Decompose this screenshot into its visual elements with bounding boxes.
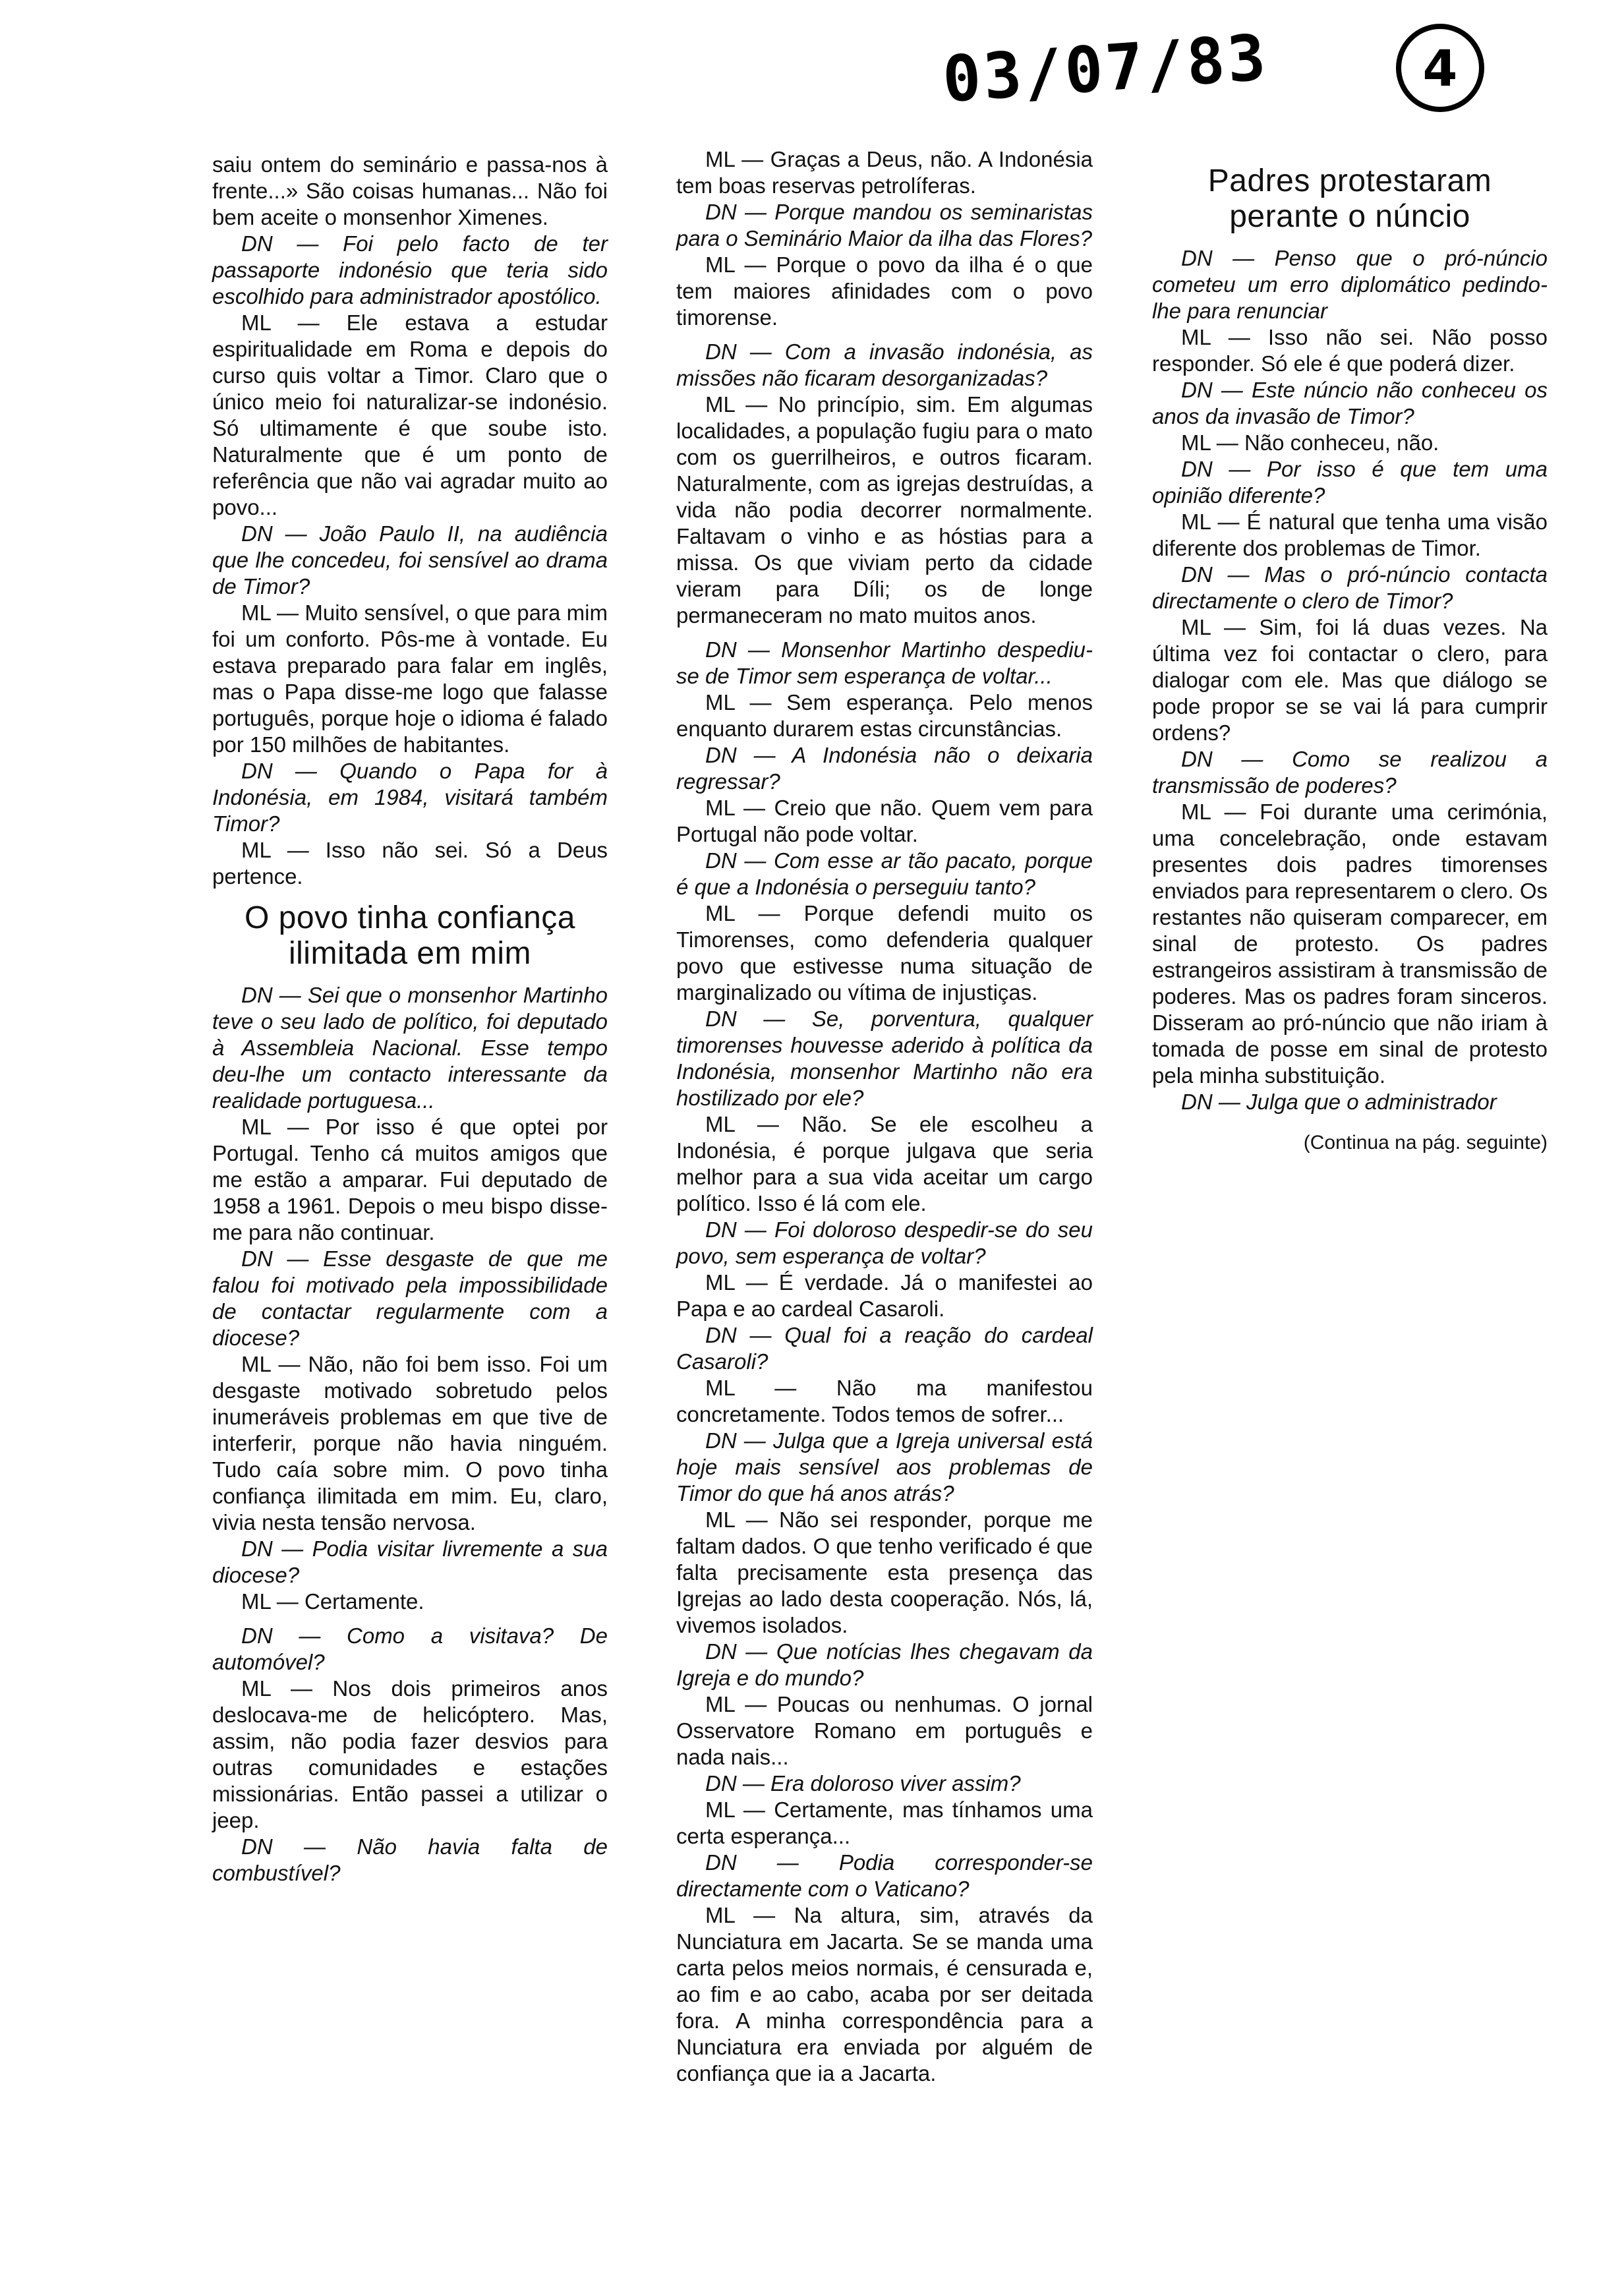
question: DN — Mas o pró-núncio contacta directamente o clero de Timor? xyxy=(1152,562,1548,613)
answer: ML — Isso não sei. Não posso responder. Só ele é que poderá dizer. xyxy=(1152,325,1548,376)
answer: ML — É verdade. Já o manifestei ao Papa e ao cardeal Casaroli. xyxy=(676,1270,1093,1321)
answer: ML — Não, não foi bem isso. Foi um desgaste motivado sobretudo pelos inumeráveis problemas em que tive de interferir, porque não havia ninguém. Tudo caía sobre mim. O povo tinha confiança ilimitada em mim. Eu, claro, vivia nesta tensão nervosa. xyxy=(212,1352,608,1534)
question: DN — Julga que a Igreja universal está hoje mais sensível aos problemas de Timor do que há anos atrás? xyxy=(676,1428,1093,1505)
question: DN — Como a visitava? De automóvel? xyxy=(212,1623,608,1674)
question: DN — Com esse ar tão pacato, porque é que a Indonésia o perseguiu tanto? xyxy=(676,848,1093,899)
answer: ML — Creio que não. Quem vem para Portugal não pode voltar. xyxy=(676,796,1093,846)
question: DN — Não havia falta de combustível? xyxy=(212,1834,608,1885)
answer: ML — Não. Se ele escolheu a Indonésia, é porque julgava que seria melhor para a sua vida aceitar um cargo político. Isso é lá com ele. xyxy=(676,1112,1093,1215)
question: DN — Era doloroso viver assim? xyxy=(705,1771,1021,1796)
page-number-circle: 4 xyxy=(1396,24,1484,112)
answer: ML — Foi durante uma cerimónia, uma concelebração, onde estavam presentes dois padres timorenses enviados para representarem o clero. Os restantes não quiseram comparecer, em sinal de protesto. Os padres estrangeiros assistiram à transmissão de poderes. Mas os padres foram sinceros. Disseram ao pró-núncio que não iriam à tomada de posse em sinal de protesto pela minha substituição. xyxy=(1152,800,1548,1088)
answer: ML — Graças a Deus, não. A Indonésia tem boas reservas petrolíferas. xyxy=(676,147,1093,198)
answer: ML — Sim, foi lá duas vezes. Na última vez foi contactar o clero, para dialogar com ele. Mas que diálogo se pode propor se se vai lá para cumprir ordens? xyxy=(1152,615,1548,745)
question: DN — Penso que o pró-núncio cometeu um erro diplomático pedindo-lhe para renunciar xyxy=(1152,246,1548,323)
answer: ML — Isso não sei. Só a Deus pertence. xyxy=(212,838,608,889)
question: DN — Se, porventura, qualquer timorenses houvesse aderido à política da Indonésia, monsenhor Martinho não era hostilizado por ele? xyxy=(676,1007,1093,1110)
question: DN — A Indonésia não o deixaria regressar? xyxy=(676,743,1093,794)
question: DN — Quando o Papa for à Indonésia, em 1984, visitará também Timor? xyxy=(212,759,608,836)
answer: ML — Não sei responder, porque me faltam dados. O que tenho verificado é que falta precisamente esta presença das Igrejas ao lado desta cooperação. Nós, lá, vivemos isolados. xyxy=(676,1507,1093,1637)
question: DN — Sei que o monsenhor Martinho teve o seu lado de político, foi deputado à Assembleia Nacional. Esse tempo deu-lhe um contacto interessante da realidade portuguesa... xyxy=(212,983,608,1113)
question: DN — Podia visitar livremente a sua diocese? xyxy=(212,1536,608,1587)
answer: ML — No princípio, sim. Em algumas localidades, a população fugiu para o mato com os guerrilheiros, e outros ficaram. Naturalmente, com as igrejas destruídas, a vida não podia decorrer normalmente. Faltavam o vinho e as hóstias para a missa. Os que viviam perto da cidade vieram para Díli; os de longe permaneceram no mato muitos anos. xyxy=(676,392,1093,628)
question: DN — Porque mandou os seminaristas para o Seminário Maior da ilha das Flores? xyxy=(676,200,1093,250)
answer: ML — Não ma manifestou concretamente. Todos temos de sofrer... xyxy=(676,1376,1093,1426)
question: DN — Por isso é que tem uma opinião diferente? xyxy=(1152,457,1548,508)
answer: ML — Porque o povo da ilha é o que tem maiores afinidades com o povo timorense. xyxy=(676,252,1093,330)
question: DN — Podia corresponder-se directamente com o Vaticano? xyxy=(676,1850,1093,1901)
question: DN — Foi pelo facto de ter passaporte indonésio que teria sido escolhido para administrador apostólico. xyxy=(212,231,608,308)
question: DN — Monsenhor Martinho despediu-se de Timor sem esperança de voltar... xyxy=(676,637,1093,688)
answer: ML — Nos dois primeiros anos deslocava-me de helicóptero. Mas, assim, não podia fazer desvios para outras comunidades e estações missionárias. Então passei a utilizar o jeep. xyxy=(212,1676,608,1832)
answer: ML — Certamente, mas tínhamos uma certa esperança... xyxy=(676,1797,1093,1848)
continued-note: (Continua na pág. seguinte) xyxy=(1303,1132,1548,1154)
answer: ML — Sem esperança. Pelo menos enquanto durarem estas circunstâncias. xyxy=(676,690,1093,741)
question: DN — Qual foi a reação do cardeal Casaroli? xyxy=(676,1323,1093,1374)
answer: ML — Na altura, sim, através da Nunciatura em Jacarta. Se se manda uma carta pelos meios normais, é censurada e, ao fim e ao cabo, acaba por ser deitada fora. A minha correspondência para a Nunciatura era enviada por alguém de confiança que ia a Jacarta. xyxy=(676,1903,1093,2086)
handwritten-date: 03/07/83 xyxy=(940,20,1271,117)
question: DN — Foi doloroso despedir-se do seu povo, sem esperança de voltar? xyxy=(676,1217,1093,1268)
column-2 xyxy=(676,146,1093,2087)
section-heading: O povo tinha confiança ilimitada em mim xyxy=(245,900,575,971)
answer: ML — Ele estava a estudar espiritualidade em Roma e depois do curso quis voltar a Timor. Claro que o único meio foi naturalizar-se indonésio. Só ultimamente é que soube isto. Naturalmente que é um ponto de referência que não vai agradar muito ao povo... xyxy=(212,310,608,519)
question: DN — Esse desgaste de que me falou foi motivado pela impossibilidade de contactar regularmente com a diocese? xyxy=(212,1246,608,1350)
question: DN — Este núncio não conheceu os anos da invasão de Timor? xyxy=(1152,378,1548,428)
question: DN — Como se realizou a transmissão de poderes? xyxy=(1152,747,1548,798)
answer: ML — Certamente. xyxy=(241,1589,424,1614)
column-1 xyxy=(212,152,608,1886)
question: DN — João Paulo II, na audiência que lhe concedeu, foi sensível ao drama de Timor? xyxy=(212,521,608,599)
section-heading: Padres protestaram perante o núncio xyxy=(1207,163,1492,234)
question: DN — Que notícias lhes chegavam da Igreja e do mundo? xyxy=(676,1639,1093,1690)
answer: ML — Muito sensível, o que para mim foi um conforto. Pôs-me à vontade. Eu estava preparado para falar em inglês, mas o Papa disse-me logo que falasse português, porque hoje o idioma é falado por 150 milhões de habitantes. xyxy=(212,600,608,757)
paragraph: saiu ontem do seminário e passa-nos à frente...» São coisas humanas... Não foi bem aceite o monsenhor Ximenes. xyxy=(212,152,608,229)
answer: ML — Não conheceu, não. xyxy=(1181,430,1439,455)
answer: ML — É natural que tenha uma visão diferente dos problemas de Timor. xyxy=(1152,510,1548,560)
answer: ML — Por isso é que optei por Portugal. Tenho cá muitos amigos que me estão a amparar. Fui deputado de 1958 a 1961. Depois o meu bispo disse-me para não continuar. xyxy=(212,1115,608,1244)
answer: ML — Poucas ou nenhumas. O jornal Osservatore Romano em português e nada nais... xyxy=(676,1692,1093,1769)
question: DN — Com a invasão indonésia, as missões não ficaram desorganizadas? xyxy=(676,339,1093,390)
answer: ML — Porque defendi muito os Timorenses, como defenderia qualquer povo que estivesse numa situação de marginalizado ou vítima de injustiças. xyxy=(676,901,1093,1005)
column-3 xyxy=(1152,163,1548,1156)
question: DN — Julga que o administrador xyxy=(1181,1090,1497,1114)
